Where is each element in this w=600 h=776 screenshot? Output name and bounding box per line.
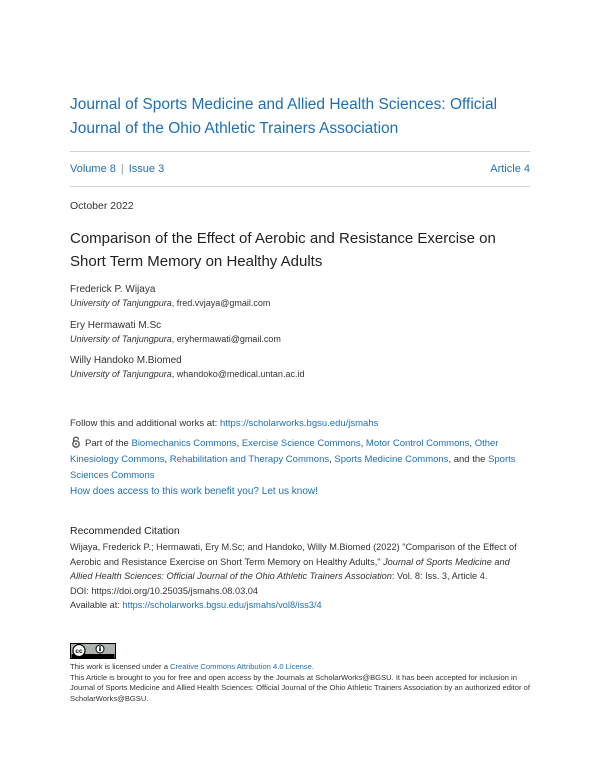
license-prefix: This work is licensed under a [70, 662, 171, 671]
commons-separator: , [329, 454, 335, 465]
citation-text: Wijaya, Frederick P.; Hermawati, Ery M.Sc; and Handoko, Willy M.Biomed (2022) "Comparison of the Effect of Aerobic and Resistance Exercise on Short Term Memory on Healthy Adults," [70, 542, 517, 567]
divider-top [70, 151, 530, 152]
author-institution: University of Tanjungpura [70, 298, 172, 308]
author-name: Willy Handoko M.Biomed [70, 355, 182, 366]
recommended-citation [70, 540, 530, 613]
access-feedback-link[interactable]: How does access to this work benefit you? Let us know! [70, 486, 318, 497]
author-affiliation [70, 368, 530, 381]
author-email: , whandoko@medical.untan.ac.id [171, 369, 305, 379]
follow-line [70, 418, 530, 429]
follow-link[interactable]: https://scholarworks.bgsu.edu/jsmahs [219, 418, 379, 429]
recommended-citation-heading: Recommended Citation [70, 525, 180, 537]
available-link[interactable]: https://scholarworks.bgsu.edu/jsmahs/vol8/iss3/4 [122, 600, 322, 610]
commons-link-motor-control[interactable]: Motor Control Commons [365, 438, 470, 449]
citation-doi: DOI: https://doi.org/10.25035/jsmahs.08.03.04 [70, 585, 258, 596]
commons-link-exercise-science[interactable]: Exercise Science Commons [241, 438, 361, 449]
citation-tail: : Vol. 8: Iss. 3, Article 4. [391, 571, 488, 581]
publication-date: October 2022 [70, 200, 134, 212]
commons-separator: , and the [448, 454, 489, 465]
author-email: , fred.vvjaya@gmail.com [171, 298, 271, 308]
commons-link-sports-sciences[interactable]: Sports Sciences Commons [70, 454, 516, 481]
author-entry [70, 319, 530, 346]
commons-link-rehabilitation[interactable]: Rehabilitation and Therapy Commons [169, 454, 330, 465]
author-entry [70, 354, 530, 381]
commons-separator: , [469, 438, 475, 449]
part-of-prefix: Part of the [85, 438, 132, 449]
commons-separator: , [360, 438, 366, 449]
author-institution: University of Tanjungpura [70, 369, 172, 379]
commons-link-biomechanics[interactable]: Biomechanics Commons [131, 438, 237, 449]
author-affiliation [70, 333, 530, 346]
commons-separator: , [236, 438, 242, 449]
author-name: Frederick P. Wijaya [70, 284, 156, 295]
issue-link[interactable]: Issue 3 [128, 163, 165, 175]
article-title: Comparison of the Effect of Aerobic and Resistance Exercise on Short Term Memory on Healthy Adults [70, 230, 496, 270]
author-institution: University of Tanjungpura [70, 334, 172, 344]
svg-text:cc: cc [75, 648, 83, 655]
commons-link-sports-medicine[interactable]: Sports Medicine Commons [334, 454, 449, 465]
author-entry [70, 283, 530, 310]
follow-text: Follow this and additional works at: [70, 418, 220, 429]
article-number[interactable]: Article 4 [490, 163, 530, 175]
volume-issue-row [70, 163, 530, 175]
open-access-icon [70, 436, 82, 448]
volume-link[interactable]: Volume 8 [70, 163, 116, 175]
author-name: Ery Hermawati M.Sc [70, 320, 162, 331]
volume-issue-separator: | [120, 163, 124, 175]
commons-separator: , [164, 454, 170, 465]
license-statement [70, 662, 530, 704]
commons-link-other-kinesiology[interactable]: Other Kinesiology Commons [70, 438, 499, 465]
part-of-commons [70, 436, 530, 484]
citation-journal: Journal of Sports Medicine and Allied Health Sciences: Official Journal of the Ohio Athletic Trainers Association [70, 556, 510, 581]
creative-commons-by-badge[interactable] [70, 643, 116, 659]
license-link[interactable]: Creative Commons Attribution 4.0 License. [170, 662, 314, 671]
available-prefix: Available at: [70, 600, 123, 610]
journal-title-link[interactable]: Journal of Sports Medicine and Allied Health Sciences: Official Journal of the Ohio Athletic Trainers Association [70, 96, 498, 137]
author-affiliation [70, 297, 530, 310]
license-body: This Article is brought to you for free and open access by the Journals at ScholarWorks@BGSU. It has been accepted for inclusion in Journal of Sports Medicine and Allied Health Sciences: Official Journal of the Ohio Athletic Trainers Association by an authorized editor of ScholarWorks@BGSU. [70, 672, 530, 703]
divider-bottom [70, 186, 530, 187]
author-email: , eryhermawati@gmail.com [171, 334, 281, 344]
